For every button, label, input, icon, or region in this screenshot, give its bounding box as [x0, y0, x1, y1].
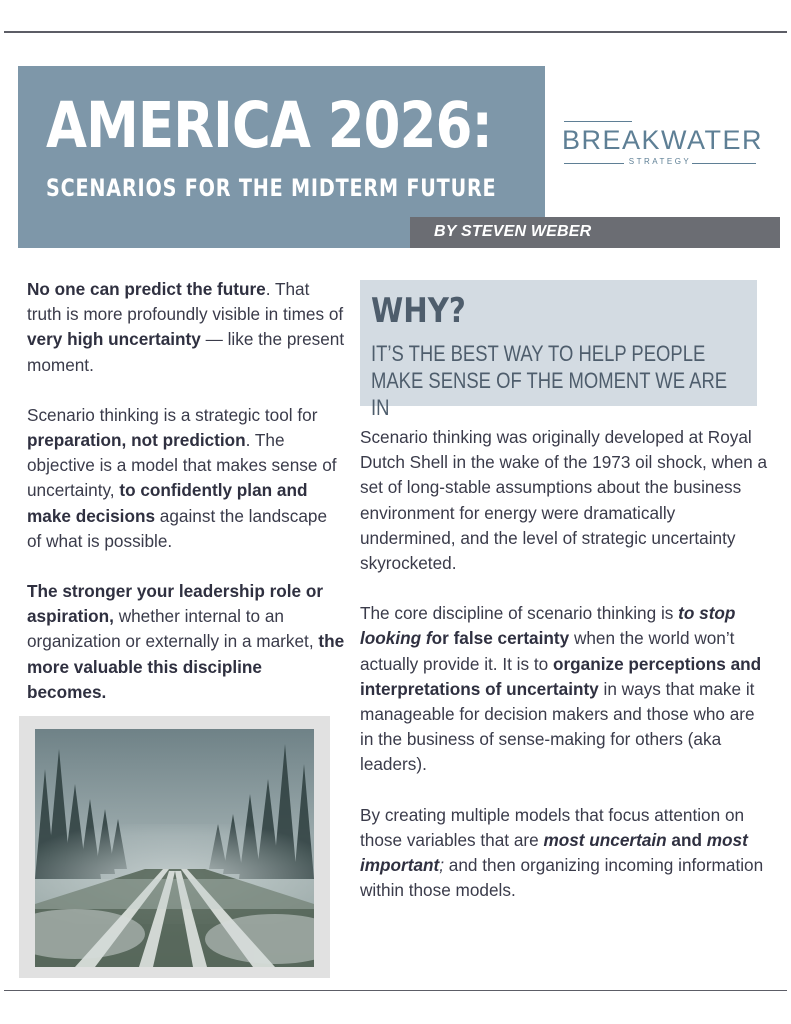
body-text: in ways that make it manageable for decision makers and those who are in the business of sense-making for others (aka leaders). [360, 678, 755, 775]
logo-rule-top [564, 121, 632, 122]
body-text: By creating multiple models that focus attention on those variables that are [360, 804, 745, 850]
body-text: and then organizing incoming information within those models. [360, 855, 764, 901]
misty-forest-crossing-roads-illustration [35, 729, 314, 967]
emphasis-text: The stronger your leadership role or aspiration, [27, 581, 324, 627]
page-subtitle: SCENARIOS FOR THE MIDTERM FUTURE [46, 174, 497, 202]
top-rule [4, 31, 787, 33]
models-paragraph [360, 803, 770, 904]
body-text: — like the present moment. [27, 329, 345, 375]
emphasis-text: to confidently plan and make decisions [27, 480, 308, 526]
emphasis-text: No one can predict the future [27, 279, 266, 299]
emphasis-text: organize perceptions and interpretations of uncertainty [360, 653, 762, 699]
emphasis-text: most important [360, 829, 748, 876]
logo-rule-right [692, 163, 756, 164]
breakwater-logo [562, 118, 764, 168]
intro-paragraph [27, 277, 345, 378]
body-text: The core discipline of scenario thinking is [360, 603, 679, 624]
emphasis-text: or false certainty [431, 628, 570, 649]
body-text: whether internal to an organization or externally in a market, [27, 606, 319, 652]
byline-bar [410, 217, 780, 248]
body-text: when the world won’t actually provide it. It is to [360, 628, 735, 674]
why-heading: WHY? [371, 291, 466, 331]
history-paragraph: Scenario thinking was originally developed at Royal Dutch Shell in the wake of the 1973 oil shock, when a set of long-stable assumptions about the business environment for energy were dramatically undermined, and the level of strategic uncertainty skyrocketed. [360, 427, 768, 574]
bottom-rule [4, 990, 787, 991]
why-callout [360, 280, 757, 420]
emphasis-text: preparation, not prediction [27, 430, 246, 451]
left-column [27, 277, 345, 730]
leadership-paragraph [27, 579, 345, 705]
body-text: against the landscape of what is possible. [27, 505, 328, 551]
emphasis-text: the more valuable this discipline becomes. [27, 631, 345, 702]
body-text: Scenario thinking is a strategic tool for [27, 404, 318, 425]
photo-frame [19, 716, 330, 978]
why-subheading: IT’S THE BEST WAY TO HELP PEOPLE MAKE SENSE OF THE MOMENT WE ARE IN [371, 341, 728, 420]
emphasis-text: and [666, 829, 707, 850]
discipline-paragraph [360, 601, 770, 777]
byline-text: BY STEVEN WEBER [434, 223, 592, 240]
emphasis-text: most uncertain [543, 829, 667, 850]
scenario-tool-paragraph [27, 403, 345, 554]
body-text: . That truth is more profoundly visible in times of [27, 279, 344, 325]
emphasis-text: to stop looking f [360, 603, 736, 649]
page-title: AMERICA 2026: [46, 89, 492, 162]
logo-wordmark: BREAKWATER [562, 125, 764, 155]
body-text: . The objective is a model that makes sense of uncertainty, [27, 430, 337, 501]
right-column [360, 425, 770, 928]
body-text: ; [439, 855, 445, 876]
logo-tagline: STRATEGY [628, 157, 692, 166]
emphasis-text: very high uncertainty [27, 329, 201, 350]
